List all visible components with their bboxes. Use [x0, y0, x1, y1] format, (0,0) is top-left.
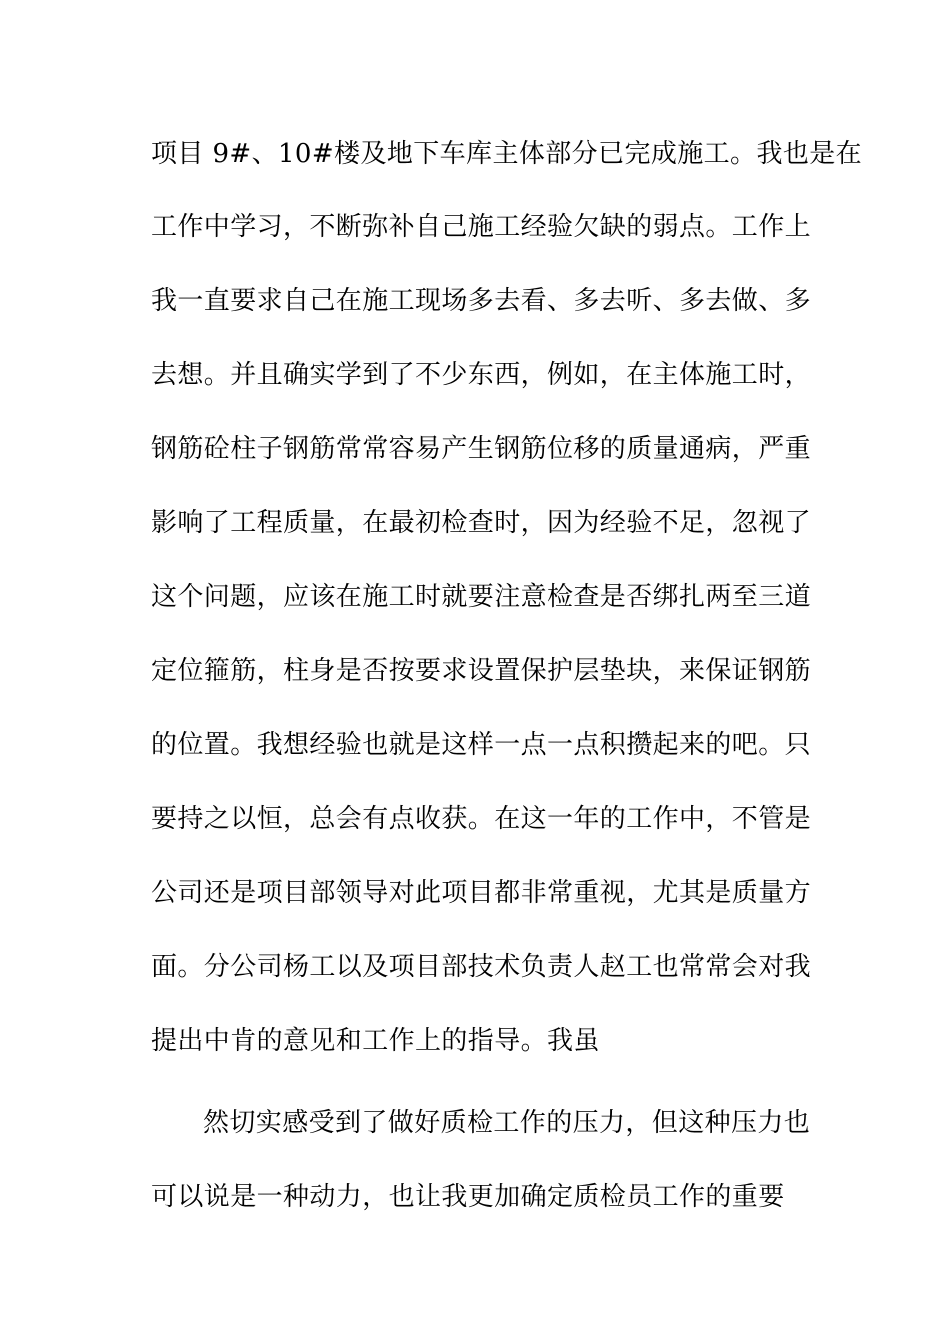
text-line: 钢筋砼柱子钢筋常常容易产生钢筋位移的质量通病，严重: [151, 434, 812, 464]
text-line: 这个问题，应该在施工时就要注意检查是否绑扎两至三道: [151, 582, 812, 612]
text-line: 我一直要求自己在施工现场多去看、多去听、多去做、多: [151, 286, 812, 316]
text-line: 项目 9#、10#楼及地下车库主体部分已完成施工。我也是在: [151, 139, 863, 169]
text-line: 去想。并且确实学到了不少东西，例如，在主体施工时，: [151, 360, 812, 390]
text-line: 然切实感受到了做好质检工作的压力，但这种压力也: [203, 1108, 811, 1138]
text-line: 要持之以恒，总会有点收获。在这一年的工作中，不管是: [151, 804, 812, 834]
text-line: 可以说是一种动力，也让我更加确定质检员工作的重要: [151, 1182, 785, 1212]
text-line: 定位箍筋，柱身是否按要求设置保护层垫块，来保证钢筋: [151, 656, 812, 686]
text-line: 面。分公司杨工以及项目部技术负责人赵工也常常会对我: [151, 952, 812, 982]
text-line: 工作中学习，不断弥补自己施工经验欠缺的弱点。工作上: [151, 212, 812, 242]
text-line: 提出中肯的意见和工作上的指导。我虽: [151, 1026, 600, 1056]
text-line: 影响了工程质量，在最初检查时，因为经验不足，忽视了: [151, 508, 812, 538]
text-line: 的位置。我想经验也就是这样一点一点积攒起来的吧。只: [151, 730, 812, 760]
text-line: 公司还是项目部领导对此项目都非常重视，尤其是质量方: [151, 878, 812, 908]
